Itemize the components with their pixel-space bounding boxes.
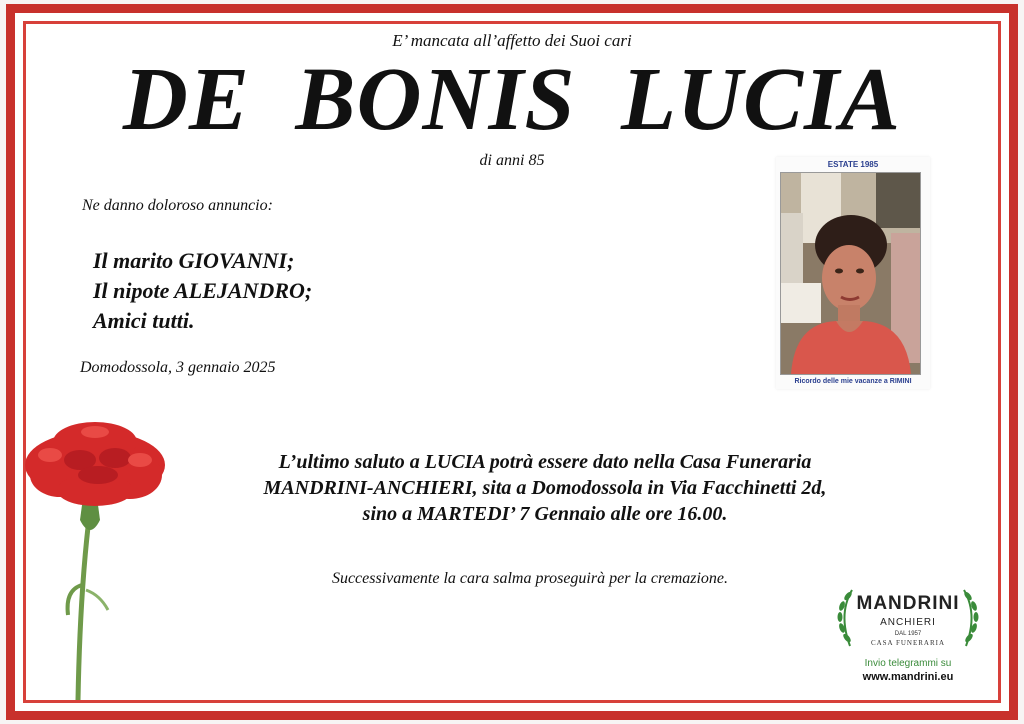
message-line: sino a MARTEDI’ 7 Gennaio alle ore 16.00. [362,503,728,525]
photo-caption-top: ESTATE 1985 [827,160,879,169]
announce-line: Ne danno doloroso annuncio: [82,197,273,214]
cremation-note: Successivamente la cara salma proseguirà per la cremazione. [331,570,729,587]
family-member: Il nipote ALEJANDRO; [93,278,313,303]
logo-website: www.mandrini.eu [862,671,954,683]
deceased-name: DE BONIS LUCIA [122,50,902,149]
logo-subtitle: ANCHIERI [880,617,936,628]
logo-telegram-note: Invio telegrammi su [864,658,952,669]
portrait-photo-frame [776,157,930,389]
portrait-photo [780,172,921,375]
portrait-image [781,173,920,374]
farewell-message [180,449,910,527]
logo-since: DAL 1957 [894,631,922,637]
intro-line: E’ mancata all’affetto dei Suoi cari [392,31,632,50]
funeral-home-logo [830,584,986,688]
family-member: Il marito GIOVANNI; [93,248,295,273]
age-line: di anni 85 [479,152,545,169]
logo-type: CASA FUNERARIA [870,639,946,647]
red-carnation-icon [20,420,170,705]
photo-caption-bottom: Ricordo delle mie vacanze a RIMINI [794,378,912,385]
message-line: MANDRINI-ANCHIERI, sita a Domodossola in Via Facchinetti 2d, [263,477,827,499]
family-member: Amici tutti. [93,308,195,333]
logo-brand: MANDRINI [856,593,960,614]
message-line: L’ultimo saluto a LUCIA potrà essere dato nella Casa Funeraria [278,451,812,473]
family-list [93,246,312,336]
place-date: Domodossola, 3 gennaio 2025 [80,359,276,376]
